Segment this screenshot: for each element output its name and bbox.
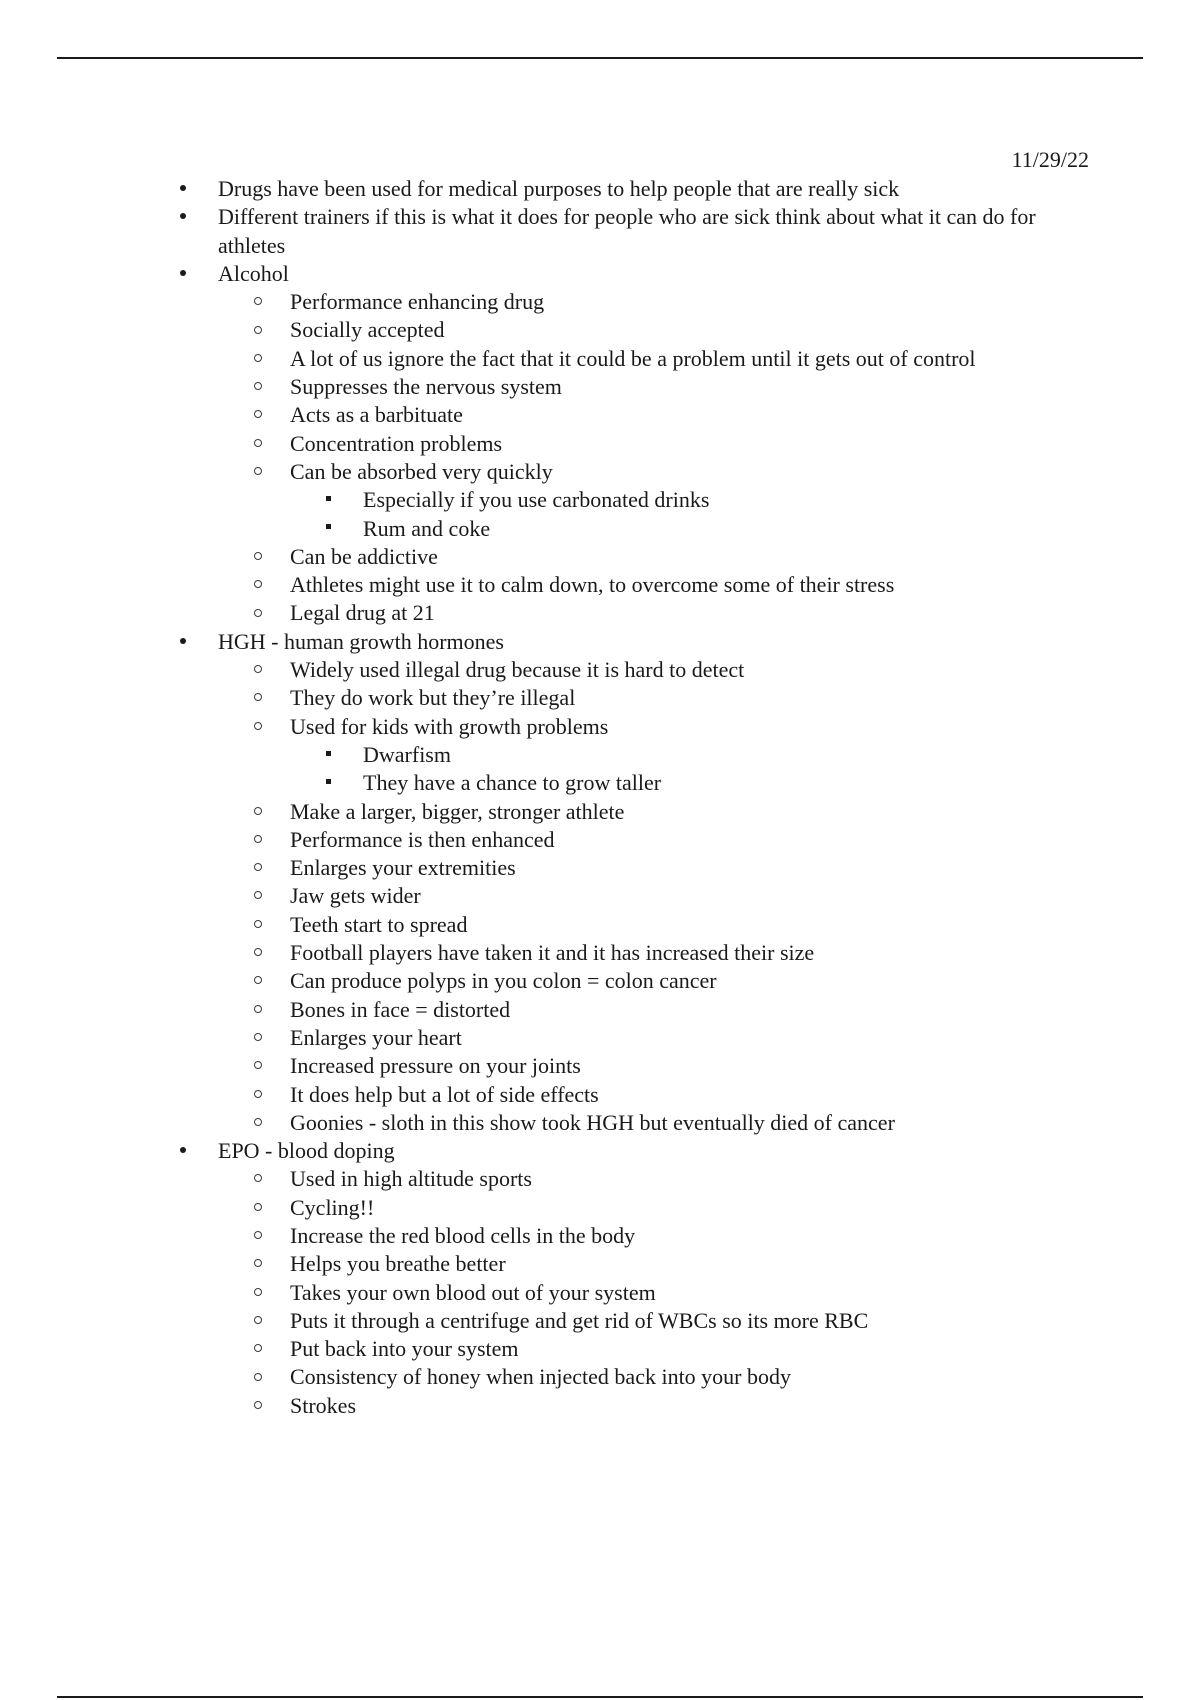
note-subitem: [0, 1081, 1130, 1109]
square-bullet-icon: [326, 741, 331, 769]
note-text: Dwarfism: [363, 741, 451, 767]
note-text: Used for kids with growth problems: [290, 713, 609, 739]
circle-bullet-icon: [254, 1024, 262, 1052]
disc-bullet-icon: [180, 1137, 186, 1165]
note-subitem: [0, 1307, 1130, 1335]
circle-bullet-icon: [254, 373, 262, 401]
note-subsubitem: [0, 515, 1143, 543]
note-subitem: [0, 713, 1130, 798]
note-text: They have a chance to grow taller: [363, 770, 662, 796]
circle-bullet-icon: [254, 656, 262, 684]
circle-bullet-icon: [254, 798, 262, 826]
note-subitem: [0, 1165, 1130, 1193]
note-sublist: [218, 1165, 1090, 1420]
note-text: Bones in face = distorted: [290, 996, 511, 1022]
note-text: Different trainers if this is what it does for people who are sick think about what it can do for athletes: [218, 204, 1036, 258]
note-subitem: [0, 1109, 1130, 1137]
circle-bullet-icon: [254, 1335, 262, 1363]
note-subitem: [0, 288, 1130, 316]
note-date: 11/29/22: [1011, 147, 1089, 172]
note-item: [0, 628, 1090, 1137]
note-subitem: [0, 543, 1130, 571]
circle-bullet-icon: [254, 599, 262, 627]
note-subitem: [0, 882, 1130, 910]
circle-bullet-icon: [254, 1250, 262, 1278]
circle-bullet-icon: [254, 967, 262, 995]
circle-bullet-icon: [254, 911, 262, 939]
note-text: Drugs have been used for medical purposes to help people that are really sick: [218, 176, 900, 201]
note-subitem: [0, 854, 1130, 882]
note-item: [0, 203, 1090, 260]
circle-bullet-icon: [254, 1363, 262, 1391]
note-text: Performance enhancing drug: [290, 289, 545, 315]
note-subitem: [0, 826, 1130, 854]
note-text: Legal drug at 21: [290, 600, 435, 626]
note-text: Rum and coke: [363, 515, 491, 541]
note-text: Athletes might use it to calm down, to overcome some of their stress: [290, 572, 895, 598]
circle-bullet-icon: [254, 1081, 262, 1109]
circle-bullet-icon: [254, 996, 262, 1024]
circle-bullet-icon: [254, 882, 262, 910]
circle-bullet-icon: [254, 316, 262, 344]
note-text: A lot of us ignore the fact that it could be a problem until it gets out of control: [290, 345, 976, 371]
note-text: Can be absorbed very quickly: [290, 458, 553, 484]
note-subitem: [0, 1279, 1130, 1307]
note-text: Alcohol: [218, 260, 289, 286]
note-text: Takes your own blood out of your system: [290, 1279, 656, 1305]
note-sublist: [218, 288, 1090, 628]
note-item: [0, 1137, 1090, 1420]
circle-bullet-icon: [254, 458, 262, 486]
circle-bullet-icon: [254, 1307, 262, 1335]
note-subitem: [0, 458, 1130, 543]
note-subitem: [0, 1194, 1130, 1222]
circle-bullet-icon: [254, 430, 262, 458]
note-subitem: [0, 401, 1130, 429]
note-subitem: [0, 373, 1130, 401]
note-sublist: [218, 656, 1090, 1137]
note-subsubitem: [0, 769, 1143, 797]
header-rule: [57, 57, 1143, 59]
note-subitem: [0, 599, 1130, 627]
note-text: Enlarges your heart: [290, 1024, 462, 1050]
circle-bullet-icon: [254, 1222, 262, 1250]
note-subitem: [0, 798, 1130, 826]
note-text: Suppresses the nervous system: [290, 374, 562, 400]
note-subitem: [0, 967, 1130, 995]
note-text: Strokes: [290, 1392, 356, 1418]
circle-bullet-icon: [254, 826, 262, 854]
note-text: Helps you breathe better: [290, 1251, 506, 1277]
note-subsublist: [290, 741, 1130, 798]
notes-outline: [0, 175, 1200, 1420]
note-text: It does help but a lot of side effects: [290, 1081, 599, 1107]
note-text: Teeth start to spread: [290, 911, 468, 937]
note-subitem: [0, 939, 1130, 967]
note-subitem: [0, 316, 1130, 344]
note-subitem: [0, 911, 1130, 939]
note-subitem: [0, 1335, 1130, 1363]
circle-bullet-icon: [254, 939, 262, 967]
circle-bullet-icon: [254, 1165, 262, 1193]
note-subitem: [0, 1222, 1130, 1250]
note-subitem: [0, 1052, 1130, 1080]
note-subitem: [0, 684, 1130, 712]
disc-bullet-icon: [180, 175, 186, 203]
circle-bullet-icon: [254, 1109, 262, 1137]
note-text: Can be addictive: [290, 543, 438, 569]
note-subitem: [0, 1024, 1130, 1052]
note-text: Especially if you use carbonated drinks: [363, 487, 710, 513]
disc-bullet-icon: [180, 628, 186, 656]
note-text: Used in high altitude sports: [290, 1166, 532, 1192]
note-subitem: [0, 1250, 1130, 1278]
note-text: Socially accepted: [290, 317, 445, 343]
note-text: Put back into your system: [290, 1336, 519, 1362]
note-subsublist: [290, 486, 1130, 543]
note-text: Widely used illegal drug because it is hard to detect: [290, 657, 745, 683]
note-text: Puts it through a centrifuge and get rid of WBCs so its more RBC: [290, 1307, 869, 1333]
note-text: Cycling!!: [290, 1194, 375, 1220]
note-item: [0, 175, 1090, 203]
footer-rule: [57, 1696, 1143, 1698]
note-subsubitem: [0, 741, 1143, 769]
circle-bullet-icon: [254, 684, 262, 712]
note-subitem: [0, 430, 1130, 458]
circle-bullet-icon: [254, 543, 262, 571]
note-text: Performance is then enhanced: [290, 826, 555, 852]
note-text: Make a larger, bigger, stronger athlete: [290, 798, 625, 824]
disc-bullet-icon: [180, 260, 186, 288]
note-text: Acts as a barbituate: [290, 402, 463, 428]
note-text: Football players have taken it and it has increased their size: [290, 940, 815, 966]
note-item: [0, 260, 1090, 628]
circle-bullet-icon: [254, 288, 262, 316]
note-text: Jaw gets wider: [290, 883, 421, 909]
note-subitem: [0, 996, 1130, 1024]
circle-bullet-icon: [254, 401, 262, 429]
note-text: Enlarges your extremities: [290, 855, 516, 881]
note-text: Concentration problems: [290, 430, 503, 456]
circle-bullet-icon: [254, 345, 262, 373]
square-bullet-icon: [326, 769, 331, 797]
note-subitem: [0, 1392, 1130, 1420]
circle-bullet-icon: [254, 854, 262, 882]
note-text: Increased pressure on your joints: [290, 1053, 581, 1079]
note-text: They do work but they’re illegal: [290, 685, 576, 711]
square-bullet-icon: [326, 486, 331, 514]
circle-bullet-icon: [254, 1194, 262, 1222]
note-subitem: [0, 345, 1130, 373]
note-text: EPO - blood doping: [218, 1138, 395, 1164]
square-bullet-icon: [326, 515, 331, 543]
circle-bullet-icon: [254, 1279, 262, 1307]
circle-bullet-icon: [254, 713, 262, 741]
circle-bullet-icon: [254, 571, 262, 599]
note-text: Goonies - sloth in this show took HGH but eventually died of cancer: [290, 1109, 895, 1135]
circle-bullet-icon: [254, 1392, 262, 1420]
note-subsubitem: [0, 486, 1143, 514]
note-subitem: [0, 1363, 1130, 1391]
note-text: Increase the red blood cells in the body: [290, 1222, 636, 1248]
circle-bullet-icon: [254, 1052, 262, 1080]
note-text: HGH - human growth hormones: [218, 628, 504, 654]
disc-bullet-icon: [180, 203, 186, 231]
note-text: Can produce polyps in you colon = colon cancer: [290, 968, 717, 994]
note-text: Consistency of honey when injected back into your body: [290, 1364, 792, 1390]
note-subitem: [0, 656, 1130, 684]
note-subitem: [0, 571, 1130, 599]
